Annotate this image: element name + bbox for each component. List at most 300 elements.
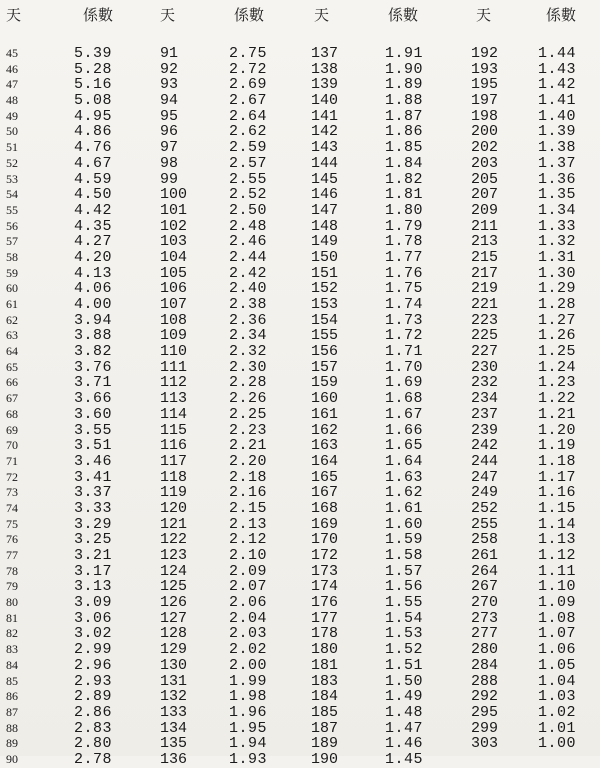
day-cell: 48 <box>6 93 18 108</box>
coefficient-cell: 1.04 <box>538 672 577 690</box>
day-cell: 112 <box>160 374 188 392</box>
day-cell: 124 <box>160 562 188 580</box>
day-cell: 144 <box>311 154 339 172</box>
coefficient-cell: 2.25 <box>229 405 268 423</box>
coefficient-cell: 1.67 <box>385 405 424 423</box>
day-cell: 83 <box>6 642 18 657</box>
day-cell: 61 <box>6 297 18 311</box>
day-cell: 178 <box>311 625 339 643</box>
coefficient-cell: 1.65 <box>385 437 424 455</box>
coefficient-cell: 1.64 <box>385 452 424 470</box>
coefficient-cell: 4.00 <box>74 296 113 313</box>
coefficient-cell: 1.21 <box>538 405 577 423</box>
coefficient-cell: 1.68 <box>385 390 424 408</box>
coefficient-cell: 4.13 <box>74 264 113 282</box>
coefficient-cell: 1.88 <box>385 92 424 110</box>
coefficient-cell: 3.88 <box>74 327 113 345</box>
coefficient-cell: 4.86 <box>74 123 113 141</box>
day-cell: 98 <box>160 154 179 172</box>
day-cell: 195 <box>471 76 499 94</box>
coefficient-cell: 2.40 <box>229 280 268 298</box>
day-cell: 192 <box>471 45 499 62</box>
coefficient-cell: 1.20 <box>538 421 577 439</box>
coefficient-cell: 1.34 <box>538 201 577 219</box>
coefficient-cell: 1.49 <box>385 688 424 706</box>
coefficient-cell: 3.09 <box>74 594 113 612</box>
coefficient-cell: 1.74 <box>385 296 424 313</box>
day-cell: 211 <box>471 217 499 235</box>
coefficient-cell: 1.93 <box>229 750 268 768</box>
day-cell: 109 <box>160 327 188 345</box>
day-cell: 56 <box>6 218 18 233</box>
day-cell: 187 <box>311 719 339 737</box>
coefficient-cell: 1.32 <box>538 233 577 251</box>
coefficient-cell: 2.64 <box>229 107 268 125</box>
day-cell: 51 <box>6 140 18 155</box>
coefficient-cell: 1.12 <box>538 547 577 564</box>
coefficient-cell: 4.20 <box>74 248 113 266</box>
coefficient-cell: 1.07 <box>538 625 577 643</box>
day-cell: 209 <box>471 201 499 219</box>
coefficient-cell: 3.06 <box>74 609 113 627</box>
coefficient-cell: 1.47 <box>385 719 424 737</box>
coefficient-cell: 1.46 <box>385 735 424 753</box>
day-cell: 90 <box>6 751 18 766</box>
day-cell: 113 <box>160 390 188 408</box>
coefficient-cell: 2.96 <box>74 656 113 674</box>
coefficient-cell: 1.62 <box>385 484 424 502</box>
coefficient-cell: 2.69 <box>229 76 268 94</box>
coef-column-1 <box>74 46 112 768</box>
day-cell: 299 <box>471 719 499 737</box>
day-cell: 136 <box>160 750 188 768</box>
coefficient-cell: 2.09 <box>229 562 268 580</box>
coefficient-cell: 2.07 <box>229 578 268 596</box>
day-cell: 146 <box>311 186 339 204</box>
coefficient-cell: 3.76 <box>74 358 113 376</box>
coefficient-cell: 1.42 <box>538 76 577 94</box>
day-cell: 165 <box>311 468 339 486</box>
header-coef-2: 係數 <box>234 6 265 24</box>
coefficient-cell: 1.13 <box>538 531 577 549</box>
coefficient-cell: 1.05 <box>538 656 577 674</box>
day-cell: 205 <box>471 170 499 188</box>
coefficient-cell: 2.80 <box>74 735 113 753</box>
day-cell: 267 <box>471 578 499 596</box>
day-cell: 79 <box>6 579 18 594</box>
day-cell: 189 <box>311 735 339 753</box>
coefficient-cell: 3.71 <box>74 374 113 392</box>
coefficient-cell: 5.08 <box>74 92 113 110</box>
day-cell: 154 <box>311 311 339 329</box>
day-cell: 181 <box>311 656 339 674</box>
coefficient-cell: 2.83 <box>74 719 113 737</box>
coefficient-cell: 1.71 <box>385 343 424 361</box>
coefficient-cell: 1.79 <box>385 217 424 235</box>
day-cell: 147 <box>311 201 339 219</box>
day-cell: 242 <box>471 437 499 455</box>
coefficient-cell: 1.56 <box>385 578 424 596</box>
day-cell: 63 <box>6 328 18 343</box>
day-cell: 96 <box>160 123 179 141</box>
coefficient-cell: 1.23 <box>538 374 577 392</box>
coefficient-cell: 1.31 <box>538 248 577 266</box>
coefficient-cell: 1.72 <box>385 327 424 345</box>
coefficient-cell: 5.39 <box>74 45 113 62</box>
coefficient-cell: 1.58 <box>385 547 424 564</box>
day-cell: 215 <box>471 248 499 266</box>
day-cell: 92 <box>160 60 179 78</box>
coefficient-cell: 2.42 <box>229 264 268 282</box>
day-cell: 127 <box>160 609 188 627</box>
day-cell: 140 <box>311 92 339 110</box>
coefficient-cell: 1.08 <box>538 609 577 627</box>
day-cell: 118 <box>160 468 188 486</box>
coef-column-3 <box>385 46 423 768</box>
day-cell: 174 <box>311 578 339 596</box>
day-cell: 120 <box>160 499 188 517</box>
coefficient-cell: 1.09 <box>538 594 577 612</box>
day-cell: 185 <box>311 703 339 721</box>
coefficient-cell: 1.26 <box>538 327 577 345</box>
day-cell: 284 <box>471 656 499 674</box>
day-cell: 59 <box>6 265 18 280</box>
day-cell: 95 <box>160 107 179 125</box>
day-cell: 121 <box>160 515 188 533</box>
coefficient-cell: 2.32 <box>229 343 268 361</box>
coefficient-cell: 1.15 <box>538 499 577 517</box>
day-cell: 50 <box>6 124 18 139</box>
coefficient-cell: 2.38 <box>229 296 268 313</box>
day-cell: 143 <box>311 139 339 157</box>
coefficient-cell: 1.87 <box>385 107 424 125</box>
coefficient-cell: 2.18 <box>229 468 268 486</box>
day-cell: 190 <box>311 750 339 768</box>
day-cell: 292 <box>471 688 499 706</box>
coefficient-cell: 1.52 <box>385 641 424 659</box>
coefficient-cell: 2.93 <box>74 672 113 690</box>
header-day-2: 天 <box>160 6 176 24</box>
day-cell: 128 <box>160 625 188 643</box>
day-cell: 230 <box>471 358 499 376</box>
coefficient-cell: 1.17 <box>538 468 577 486</box>
day-cell: 138 <box>311 60 339 78</box>
coefficient-cell: 1.25 <box>538 343 577 361</box>
day-cell: 119 <box>160 484 188 502</box>
day-cell: 280 <box>471 641 499 659</box>
coefficient-cell: 1.35 <box>538 186 577 204</box>
day-cell: 89 <box>6 736 18 751</box>
coefficient-cell: 2.62 <box>229 123 268 141</box>
coefficient-cell: 1.59 <box>385 531 424 549</box>
day-cell: 122 <box>160 531 188 549</box>
coefficient-cell: 5.16 <box>74 76 113 94</box>
coefficient-cell: 1.22 <box>538 390 577 408</box>
day-cell: 73 <box>6 485 18 500</box>
day-cell: 217 <box>471 264 499 282</box>
coefficient-cell: 1.63 <box>385 468 424 486</box>
day-cell: 202 <box>471 139 499 157</box>
days-column-4 <box>471 46 498 752</box>
day-cell: 237 <box>471 405 499 423</box>
coefficient-cell: 1.82 <box>385 170 424 188</box>
coefficient-cell: 1.01 <box>538 719 577 737</box>
coefficient-cell: 2.46 <box>229 233 268 251</box>
coefficient-cell: 1.55 <box>385 594 424 612</box>
coefficient-cell: 2.48 <box>229 217 268 235</box>
day-cell: 142 <box>311 123 339 141</box>
coefficient-cell: 2.44 <box>229 248 268 266</box>
coefficient-cell: 1.40 <box>538 107 577 125</box>
coefficient-cell: 3.29 <box>74 515 113 533</box>
day-cell: 69 <box>6 422 18 437</box>
coefficient-cell: 1.39 <box>538 123 577 141</box>
day-cell: 180 <box>311 641 339 659</box>
coefficient-cell: 1.16 <box>538 484 577 502</box>
day-cell: 288 <box>471 672 499 690</box>
coefficient-cell: 2.04 <box>229 609 268 627</box>
coefficient-cell: 2.03 <box>229 625 268 643</box>
coefficient-cell: 1.50 <box>385 672 424 690</box>
day-cell: 255 <box>471 515 499 533</box>
coefficient-cell: 2.00 <box>229 656 268 674</box>
coefficient-cell: 2.86 <box>74 703 113 721</box>
coefficient-cell: 1.19 <box>538 437 577 455</box>
day-cell: 66 <box>6 375 18 390</box>
day-cell: 82 <box>6 626 18 641</box>
day-cell: 148 <box>311 217 339 235</box>
day-cell: 62 <box>6 312 18 327</box>
day-cell: 161 <box>311 405 339 423</box>
day-cell: 163 <box>311 437 339 455</box>
day-cell: 72 <box>6 469 18 484</box>
day-cell: 108 <box>160 311 188 329</box>
day-cell: 106 <box>160 280 188 298</box>
day-cell: 295 <box>471 703 499 721</box>
day-cell: 160 <box>311 390 339 408</box>
day-cell: 45 <box>6 46 18 60</box>
day-cell: 135 <box>160 735 188 753</box>
day-cell: 52 <box>6 155 18 170</box>
header-day-1: 天 <box>6 6 22 24</box>
day-cell: 91 <box>160 45 179 62</box>
coefficient-cell: 1.11 <box>538 562 577 580</box>
day-cell: 76 <box>6 532 18 547</box>
coefficient-cell: 2.50 <box>229 201 268 219</box>
coefficient-cell: 2.06 <box>229 594 268 612</box>
coefficient-cell: 1.00 <box>538 735 577 753</box>
day-cell: 68 <box>6 406 18 421</box>
header-day-3: 天 <box>314 6 330 24</box>
coefficient-cell: 4.06 <box>74 280 113 298</box>
day-cell: 198 <box>471 107 499 125</box>
coefficient-cell: 2.52 <box>229 186 268 204</box>
coefficient-cell: 2.16 <box>229 484 268 502</box>
day-cell: 125 <box>160 578 188 596</box>
day-cell: 159 <box>311 374 339 392</box>
coefficient-cell: 2.15 <box>229 499 268 517</box>
coefficient-cell: 2.26 <box>229 390 268 408</box>
day-cell: 131 <box>160 672 188 690</box>
day-cell: 77 <box>6 548 18 562</box>
day-cell: 53 <box>6 171 18 186</box>
days-column-2 <box>160 46 187 768</box>
day-cell: 134 <box>160 719 188 737</box>
coefficient-cell: 2.12 <box>229 531 268 549</box>
coefficient-cell: 4.59 <box>74 170 113 188</box>
day-cell: 102 <box>160 217 188 235</box>
coefficient-cell: 1.70 <box>385 358 424 376</box>
day-cell: 149 <box>311 233 339 251</box>
day-cell: 152 <box>311 280 339 298</box>
day-cell: 258 <box>471 531 499 549</box>
day-cell: 54 <box>6 187 18 202</box>
coefficient-cell: 1.28 <box>538 296 577 313</box>
day-cell: 303 <box>471 735 499 753</box>
coefficient-cell: 2.78 <box>74 750 113 768</box>
day-cell: 223 <box>471 311 499 329</box>
day-cell: 114 <box>160 405 188 423</box>
day-cell: 123 <box>160 547 188 564</box>
day-cell: 110 <box>160 343 188 361</box>
coefficient-cell: 3.66 <box>74 390 113 408</box>
coefficient-cell: 1.80 <box>385 201 424 219</box>
coefficient-cell: 1.95 <box>229 719 268 737</box>
coefficient-cell: 1.44 <box>538 45 577 62</box>
coefficient-cell: 3.41 <box>74 468 113 486</box>
coefficient-cell: 1.02 <box>538 703 577 721</box>
day-cell: 249 <box>471 484 499 502</box>
coefficient-cell: 1.81 <box>385 186 424 204</box>
day-cell: 64 <box>6 344 18 359</box>
coefficient-cell: 1.73 <box>385 311 424 329</box>
day-cell: 225 <box>471 327 499 345</box>
day-cell: 247 <box>471 468 499 486</box>
day-cell: 151 <box>311 264 339 282</box>
day-cell: 60 <box>6 281 18 296</box>
day-cell: 172 <box>311 547 339 564</box>
coefficient-cell: 1.61 <box>385 499 424 517</box>
coef-column-2 <box>229 46 267 768</box>
coefficient-cell: 1.69 <box>385 374 424 392</box>
coefficient-cell: 1.41 <box>538 92 577 110</box>
day-cell: 126 <box>160 594 188 612</box>
coefficient-cell: 3.37 <box>74 484 113 502</box>
day-cell: 86 <box>6 689 18 704</box>
coefficient-cell: 1.53 <box>385 625 424 643</box>
coefficient-cell: 1.91 <box>385 45 424 62</box>
coefficient-cell: 2.99 <box>74 641 113 659</box>
day-cell: 264 <box>471 562 499 580</box>
coefficient-cell: 3.82 <box>74 343 113 361</box>
day-cell: 193 <box>471 60 499 78</box>
header-coef-4: 係數 <box>546 6 577 24</box>
day-cell: 87 <box>6 704 18 719</box>
day-cell: 117 <box>160 452 188 470</box>
coefficient-cell: 4.67 <box>74 154 113 172</box>
coefficient-cell: 2.02 <box>229 641 268 659</box>
days-column-1 <box>6 46 34 768</box>
coefficient-cell: 1.60 <box>385 515 424 533</box>
coefficient-cell: 1.98 <box>229 688 268 706</box>
coefficient-cell: 3.17 <box>74 562 113 580</box>
day-cell: 115 <box>160 421 188 439</box>
coefficient-cell: 1.78 <box>385 233 424 251</box>
coefficient-cell: 1.45 <box>385 750 424 768</box>
coefficient-cell: 1.99 <box>229 672 268 690</box>
coefficient-cell: 1.24 <box>538 358 577 376</box>
day-cell: 155 <box>311 327 339 345</box>
coefficient-cell: 5.28 <box>74 60 113 78</box>
coefficient-cell: 4.42 <box>74 201 113 219</box>
coefficient-cell: 2.30 <box>229 358 268 376</box>
coefficient-cell: 1.18 <box>538 452 577 470</box>
day-cell: 58 <box>6 249 18 264</box>
header-day-4: 天 <box>476 6 492 24</box>
coefficient-cell: 2.67 <box>229 92 268 110</box>
day-cell: 75 <box>6 516 18 531</box>
coefficient-cell: 2.59 <box>229 139 268 157</box>
day-cell: 137 <box>311 45 339 62</box>
coefficient-cell: 1.94 <box>229 735 268 753</box>
day-cell: 177 <box>311 609 339 627</box>
day-cell: 176 <box>311 594 339 612</box>
day-cell: 80 <box>6 595 18 610</box>
coefficient-cell: 4.95 <box>74 107 113 125</box>
coefficient-cell: 3.02 <box>74 625 113 643</box>
day-cell: 157 <box>311 358 339 376</box>
day-cell: 46 <box>6 61 18 76</box>
day-cell: 239 <box>471 421 499 439</box>
coefficient-cell: 1.86 <box>385 123 424 141</box>
coefficient-cell: 2.55 <box>229 170 268 188</box>
day-cell: 197 <box>471 92 499 110</box>
coefficient-cell: 1.75 <box>385 280 424 298</box>
days-column-3 <box>311 46 338 768</box>
coefficient-cell: 1.30 <box>538 264 577 282</box>
day-cell: 261 <box>471 547 499 564</box>
day-cell: 81 <box>6 610 18 625</box>
day-cell: 130 <box>160 656 188 674</box>
coefficient-cell: 4.35 <box>74 217 113 235</box>
header-coef-3: 係數 <box>388 6 419 24</box>
coefficient-cell: 2.89 <box>74 688 113 706</box>
day-cell: 107 <box>160 296 188 313</box>
day-cell: 99 <box>160 170 179 188</box>
day-cell: 156 <box>311 343 339 361</box>
coefficient-cell: 1.48 <box>385 703 424 721</box>
day-cell: 84 <box>6 657 18 672</box>
day-cell: 200 <box>471 123 499 141</box>
coefficient-cell: 2.21 <box>229 437 268 455</box>
coefficient-cell: 2.20 <box>229 452 268 470</box>
day-cell: 139 <box>311 76 339 94</box>
day-cell: 67 <box>6 391 18 406</box>
coefficient-cell: 1.89 <box>385 76 424 94</box>
coefficient-cell: 1.96 <box>229 703 268 721</box>
day-cell: 132 <box>160 688 188 706</box>
day-cell: 74 <box>6 500 18 515</box>
day-cell: 141 <box>311 107 339 125</box>
day-cell: 88 <box>6 720 18 735</box>
day-cell: 57 <box>6 234 18 249</box>
day-cell: 70 <box>6 438 18 453</box>
day-cell: 111 <box>160 358 188 376</box>
day-cell: 47 <box>6 77 18 92</box>
coefficient-cell: 1.66 <box>385 421 424 439</box>
day-cell: 97 <box>160 139 179 157</box>
day-cell: 234 <box>471 390 499 408</box>
